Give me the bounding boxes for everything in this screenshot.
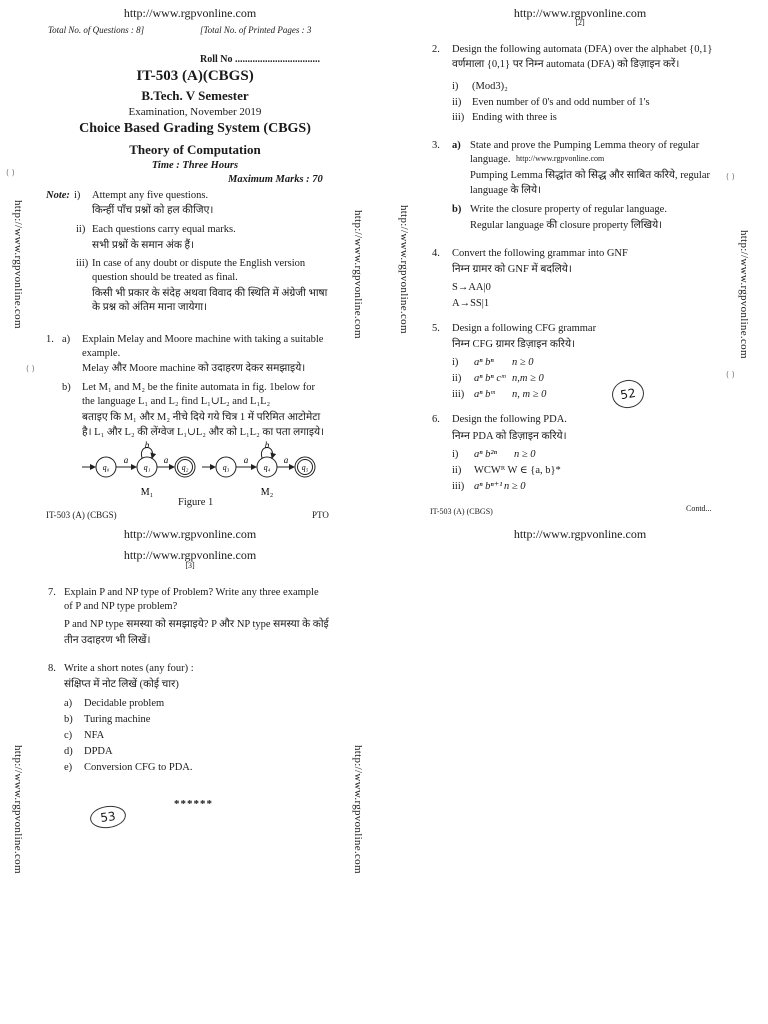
note-3-hi2: के प्रश्न को अंतिम माना जायेगा। [92, 302, 208, 313]
q8-item-e: Conversion CFG to PDA. [84, 762, 193, 773]
q2-item-2-num: ii) [452, 97, 462, 108]
q3a-en1: State and prove the Pumping Lemma theory of regular [470, 140, 700, 151]
note-2-num: ii) [76, 224, 86, 235]
punch-hole-2: ( ) [26, 364, 35, 373]
q8-item-e-label: e) [64, 762, 73, 773]
handwritten-mark-53: 53 [89, 804, 128, 831]
q5-item-3-cond: n, m ≥ 0 [512, 389, 547, 400]
note-3-en2: question should be treated as final. [92, 272, 238, 283]
max-marks: Maximum Marks : 70 [228, 174, 323, 185]
watermark-mid-left-top: http://www.rgpvonline.com [352, 210, 364, 339]
q4-hindi: निम्न ग्रामर को GNF में बदलिये। [452, 264, 572, 275]
q2-item-1: (Mod3)₂ [472, 81, 508, 92]
q4-grammar-1: S→AA|0 [452, 282, 491, 293]
q3b-hi: Regular language की closure property लिखिये। [470, 220, 663, 231]
note-1-num: i) [74, 190, 81, 201]
q5-item-3: aⁿ bᵐ [474, 389, 495, 400]
q6-item-2-num: ii) [452, 465, 462, 476]
note-2-en: Each questions carry equal marks. [92, 224, 236, 235]
q6-number: 6. [432, 414, 440, 425]
q1b-en1: Let M₁ and M₂ be the finite automata in fig. 1below for [82, 382, 316, 393]
page2-footer-code: IT-503 (A) (CBGS) [430, 507, 493, 516]
note-3-hi1: किसी भी प्रकार के संदेह अथवा विवाद की स्थिति में अंग्रेजी भाषा [92, 288, 328, 299]
q7-hi1: P and NP type समस्या को समझाइये? P और NP type समस्या के कोई [64, 619, 329, 630]
page2-header-url: http://www.rgpvonline.com [513, 6, 647, 20]
subject-title: Theory of Computation [129, 142, 261, 157]
q8-item-c: NFA [84, 730, 105, 741]
q1b-hi1: बताइए कि M₁ और M₂ नीचे दिये गये चित्र 1 में परिमित आटोमेटा [82, 412, 321, 423]
q5-item-1: aⁿ bⁿ [474, 357, 494, 368]
q4-text: Convert the following grammar into GNF [452, 248, 628, 259]
q6-item-1-cond: n ≥ 0 [514, 449, 536, 460]
punch-hole-3: ( ) [726, 172, 735, 181]
q3b-en: Write the closure property of regular language. [470, 204, 667, 215]
q6-item-3-cond: n ≥ 0 [504, 481, 526, 492]
q3a-en2: language. [470, 154, 511, 165]
note-label: Note: [46, 190, 70, 201]
state-q0: q₀ [102, 463, 110, 472]
note-2-hi: सभी प्रश्नों के समान अंक हैं। [92, 240, 195, 251]
q8-item-a-label: a) [64, 698, 73, 709]
q1a-en2: example. [82, 348, 121, 359]
q8-number: 8. [48, 663, 56, 674]
note-1-hi: किन्हीं पाँच प्रश्नों को हल कीजिए। [92, 205, 214, 216]
q5-number: 5. [432, 323, 440, 334]
q5-item-2-cond: n,m ≥ 0 [512, 373, 544, 384]
page3-header-url: http://www.rgpvonline.com [123, 548, 257, 562]
q6-text: Design the following PDA. [452, 414, 567, 425]
q5-item-3-num: iii) [452, 389, 465, 400]
q8-item-c-label: c) [64, 730, 73, 741]
watermark-right: http://www.rgpvonline.com [738, 230, 750, 359]
q3a-url: http://www.rgpvonline.com [516, 154, 605, 163]
q1b-label: b) [62, 382, 71, 393]
q8-item-d-label: d) [64, 746, 73, 757]
edge-a-1: a [123, 455, 129, 465]
figure-caption: Figure 1 [178, 497, 214, 508]
q8-item-d: DPDA [84, 746, 113, 757]
watermark-mid-right: http://www.rgpvonline.com [398, 205, 410, 334]
q6-item-3: aⁿ bⁿ⁺¹ [474, 481, 503, 492]
note-1-en: Attempt any five questions. [92, 190, 209, 201]
state-q4: q₄ [263, 463, 271, 472]
q3a-hi2: language के लिये। [470, 185, 542, 196]
punch-hole-1: ( ) [6, 168, 15, 177]
watermark-left-bottom: http://www.rgpvonline.com [12, 745, 24, 874]
q2-item-2: Even number of 0's and odd number of 1's [472, 97, 650, 108]
q5-item-2-num: ii) [452, 373, 462, 384]
q5-item-2: aⁿ bⁿ cᵐ [474, 373, 506, 384]
q1a-en1: Explain Melay and Moore machine with taking a suitable [82, 334, 324, 345]
state-q3: q₃ [222, 463, 230, 472]
punch-hole-4: ( ) [726, 370, 735, 379]
degree: B.Tech. V Semester [141, 88, 249, 103]
handwritten-mark-52: 52 [610, 377, 646, 410]
q6-item-1-num: i) [452, 449, 459, 460]
q8-hindi: संक्षिप्त में नोट लिखें (कोई चार) [64, 679, 179, 690]
q6-item-1: aⁿ b²ⁿ [474, 449, 497, 460]
q1-number: 1. [46, 334, 54, 345]
q4-number: 4. [432, 248, 440, 259]
q3b-label: b) [452, 204, 462, 215]
q6-hindi: निम्न PDA को डिज़ाइन करिये। [452, 431, 567, 442]
q1b-hi2: है। L₁ और L₂ की लेंग्वेज L₁∪L₂ और को L₁L₂ का पता लगाइये। [82, 427, 325, 438]
note-3-num: iii) [76, 258, 89, 269]
page1-footer-code: IT-503 (A) (CBGS) [46, 510, 117, 520]
page3-number: [3] [185, 561, 195, 570]
edge-a-3: a [243, 455, 249, 465]
q7-number: 7. [48, 587, 56, 598]
m2-label: M₂ [260, 487, 274, 498]
grading-system: Choice Based Grading System (CBGS) [79, 121, 311, 136]
q1a-label: a) [62, 334, 71, 345]
note-3-en1: In case of any doubt or dispute the English version [92, 258, 306, 269]
q5-hindi: निम्न CFG ग्रामर डिज़ाइन करिये। [452, 339, 576, 350]
q8-item-b: Turing machine [84, 714, 151, 725]
q7-en2: of P and NP type problem? [64, 601, 178, 612]
q7-hi2: तीन उदाहरण भी लिखें। [64, 635, 151, 646]
q3a-hi1: Pumping Lemma सिद्धांत को सिद्ध और साबित करिये, regular [470, 170, 710, 181]
total-questions: Total No. of Questions : 8] [48, 25, 145, 35]
watermark-left-top: http://www.rgpvonline.com [12, 200, 24, 329]
edge-a-4: a [283, 455, 289, 465]
edge-a-2: a [163, 455, 169, 465]
q7-en1: Explain P and NP type of Problem? Write any three example [64, 587, 319, 598]
time-allowed: Time : Three Hours [151, 160, 239, 171]
header-url: http://www.rgpvonline.com [123, 6, 257, 20]
q1a-hi: Melay और Moore machine को उदाहरण देकर समझाइये। [82, 363, 306, 374]
q3a-label: a) [452, 140, 461, 151]
q2-item-1-num: i) [452, 81, 459, 92]
q8-item-b-label: b) [64, 714, 73, 725]
watermark-mid-left-bottom: http://www.rgpvonline.com [352, 745, 364, 874]
q8-text: Write a short notes (any four) : [64, 663, 194, 674]
loop-b-1: b [144, 440, 150, 450]
q5-item-1-num: i) [452, 357, 459, 368]
total-pages: [Total No. of Printed Pages : 3 [200, 25, 312, 35]
end-stars: ****** [174, 798, 213, 810]
q3-number: 3. [432, 140, 440, 151]
exam-date: Examination, November 2019 [128, 106, 262, 118]
state-q1: q₁ [143, 463, 151, 472]
page2-contd: Contd... [686, 504, 712, 513]
state-q5: q₅ [301, 463, 309, 472]
q2-text: Design the following automata (DFA) over the alphabet {0,1} [452, 44, 713, 55]
q2-item-3: Ending with three is [472, 112, 557, 123]
q2-number: 2. [432, 44, 440, 55]
q8-item-a: Decidable problem [84, 698, 165, 709]
q5-text: Design a following CFG grammar [452, 323, 597, 334]
q2-item-3-num: iii) [452, 112, 465, 123]
q5-item-1-cond: n ≥ 0 [512, 357, 534, 368]
state-q2: q₂ [181, 463, 189, 472]
page1-bottom-url: http://www.rgpvonline.com [123, 527, 257, 541]
q4-grammar-2: A→SS|1 [452, 298, 490, 309]
loop-b-2: b [264, 440, 270, 450]
page1-pto: PTO [312, 510, 329, 520]
page2-bottom-url: http://www.rgpvonline.com [513, 527, 647, 541]
q1b-en2: the language L₁ and L₂ find L₁∪L₂ and L₁L₂ [82, 396, 271, 407]
m1-label: M₁ [140, 487, 154, 498]
page2-number: [2] [575, 18, 585, 27]
paper-code: IT-503 (A)(CBGS) [136, 68, 254, 84]
q2-hindi: वर्णमाला {0,1} पर निम्न automata (DFA) को डिज़ाइन करें। [452, 59, 680, 70]
q6-item-3-num: iii) [452, 481, 465, 492]
q6-item-2: WCWᴿ W ∈ {a, b}* [474, 465, 561, 476]
roll-no: Roll No .................................. [200, 54, 320, 65]
